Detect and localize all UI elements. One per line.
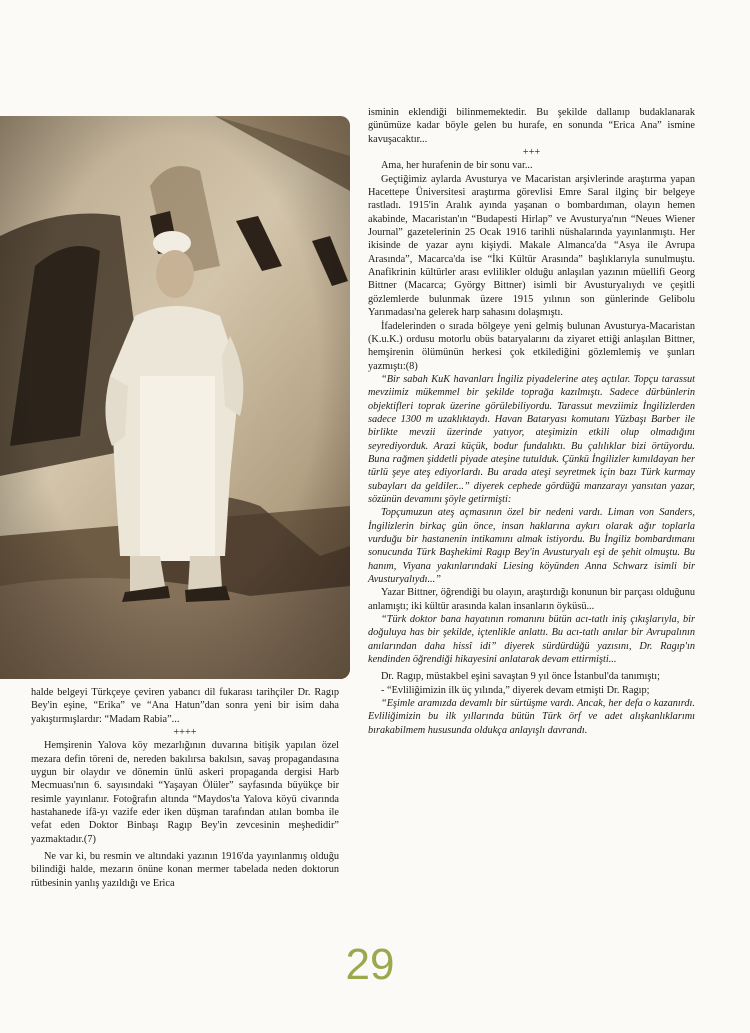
paragraph: - “Evliliğimizin ilk üç yılında,” diyerek devam etmişti Dr. Ragıp; bbox=[381, 684, 650, 696]
page-number: 29 bbox=[345, 940, 395, 989]
quote-paragraph: “Bir sabah KuK havanları İngiliz piyadelerine ateş açtılar. Topçu tarassut mevziimiz mükemmel bir şekilde toprağa kazılmıştı. Sadece dürbünlerin objektifleri toprak üzerine görülebiliyordu. Tarassut mevziimiz İngilizlerden sadece 1300 m uzaklıktaydı. Havan Bataryası komutanı Yüzbaşı Barber ile birlikte mevzii üzerinde yatıyor, ateşimizin etkili olup olmadığını seyrediyorduk. Arazi küçük, bodur fundalıktı. Bu çalılıklar bizi örtüyordu. Buna rağmen şiddetli piyade ateşine tutulduk. Çünkü İngilizler kımıldayan her türlü şeye ateş ediyorlardı. Bu arada ateşi seyretmek için bazı Türk kurmay subayları da geldiler...” diyerek cephede gördüğü manzarayı yansıtan yazar, sözünün devamını şöyle getirmişti: bbox=[368, 373, 695, 505]
paragraph: Ama, her hurafenin de bir sonu var... bbox=[381, 160, 533, 172]
section-separator: +++ bbox=[522, 147, 541, 159]
right-text-column bbox=[368, 106, 695, 737]
paragraph: Yazar Bittner, öğrendiği bu olayın, araştırdığı konunun bir parçası olduğunu anlamıştı; iki kültür arasında kalan insanların öyküsü... bbox=[368, 587, 695, 612]
section-separator: ++++ bbox=[173, 727, 197, 739]
quote-paragraph: Topçumuzun ateş açmasının özel bir nedeni vardı. Liman von Sanders, İngilizlerin birkaç gün önce, insan haklarına aykırı olarak ağır toplarla vurduğu bir hastanenin intikamını almak istiyordu. Bu İngiliz bombardımanı sonucunda Türk Başhekimi Ragıp Bey'in Avusturyalı eşi de şehit olmuştu. Bu hanım, Viyana yakınlarındaki Liesing köyünden Anna Schwarz isimli bir Avusturyalıydı...” bbox=[368, 507, 695, 586]
paragraph: Hemşirenin Yalova köy mezarlığının duvarına bitişik yapılan özel mezara defin töreni de, nereden bakılırsa bakılsın, savaş propagandasına uygun bir olaydır ve dönemin ünlü askeri propaganda dergisi Harb Mecmuası'nın 6. sayısındaki “Yaşayan Ölüler” sayfasında büyükçe bir resimle yayınlanır. Fotoğrafın altında “Maydos'ta Yalova köyü civarında hastahanede ifâ-yı vazife eder iken düşman tarafından atılan bomba ile vefat eden Doktor Binbaşı Ragıp Bey'in zevcesinin meşhedidir” yazmaktadır.(7) bbox=[31, 740, 339, 845]
left-text-column bbox=[31, 686, 339, 890]
paragraph: Geçtiğimiz aylarda Avusturya ve Macaristan arşivlerinde araştırma yapan Hacettepe Üniversitesi araştırma görevlisi Emre Saral ilginç bir belgeye rastladı. 1915'in Aralık ayında yaşanan o bombardıman, olayın hemen akabinde, Macaristan'ın “Budapesti Hirlap” ve Avusturya'nın “Neues Wiener Journal” gazetelerinin 25 Ocak 1916 tarihli nüshalarında yayınlanmıştı. Her ikisinde de yazar aynı kişiydi. Makale Almanca'da “Asya ile Avrupa Arasında”, Macarca'da ise “İki Kültür Arasında” başlıklarıyla sunulmuştu. Anafikrinin kültürler arası evlilikler olduğu anlaşılan yazının müellifi Georg Bittner (Macarca; György Bittner) isimli bir Avusturyalıydı ve çeşitli gözlemlerde bulunmak üzere 1915 yılının son günlerinde Gelibolu Yarımadası'na gelerek harp sahasını dolaşmıştı. bbox=[368, 173, 695, 319]
quote-paragraph: “Eşimle aramızda devamlı bir sürtüşme vardı. Ancak, her defa o kazanırdı. Evliliğimizin bu ilk yıllarında bütün Türk örf ve adet alışkanlıklarımı bırakabilmem hususunda oldukça anlayışlı davrandı. bbox=[368, 698, 695, 736]
paragraph: İfadelerinden o sırada bölgeye yeni gelmiş bulunan Avusturya-Macaristan (K.u.K.) ordusu motorlu obüs bataryalarını da ziyaret ettiği anlaşılan Bittner, hemşirenin ölümünün herkesi çok etkilediğini gözlemlemiş ve şunları yazmıştı:(8) bbox=[368, 320, 695, 372]
quote-paragraph: “Türk doktor bana hayatının romanını bütün acı-tatlı iniş çıkışlarıyla, bir doğuluya has bir şekilde, içtenlikle anlattı. Bu acı-tatlı anılar bir Avrupalının anılarından daha hissî idi” diyerek sürdürdüğü yazısını, Dr. Ragıp'ın kendinden öğrendiği hikayesini anlatarak devam ettirmişti... bbox=[368, 614, 695, 666]
paragraph: Ne var ki, bu resmin ve altındaki yazının 1916'da yayınlanmış olduğu bilindiği halde, mezarın önüne konan mermer tabelada neden doktorun rütbesinin yanlış yazıldığı ve Erica bbox=[31, 851, 339, 889]
paragraph: isminin eklendiği bilinmemektedir. Bu şekilde dallanıp budaklanarak günümüze kadar böyle gelen bu hurafe, en sonunda “Erica Ana” ismine kavuşacaktır... bbox=[368, 107, 695, 145]
historical-photograph bbox=[0, 116, 350, 679]
paragraph: halde belgeyi Türkçeye çeviren yabancı dil fukarası tarihçiler Dr. Ragıp Bey'in eşine, “Erika” ve “Ana Hatun”dan sonra yeni bir isim daha yakıştırmışlardır: “Madam Rabia”... bbox=[31, 687, 339, 725]
paragraph: Dr. Ragıp, müstakbel eşini savaştan 9 yıl önce İstanbul'da tanımıştı; bbox=[381, 671, 660, 683]
photo-artwork bbox=[0, 116, 350, 679]
